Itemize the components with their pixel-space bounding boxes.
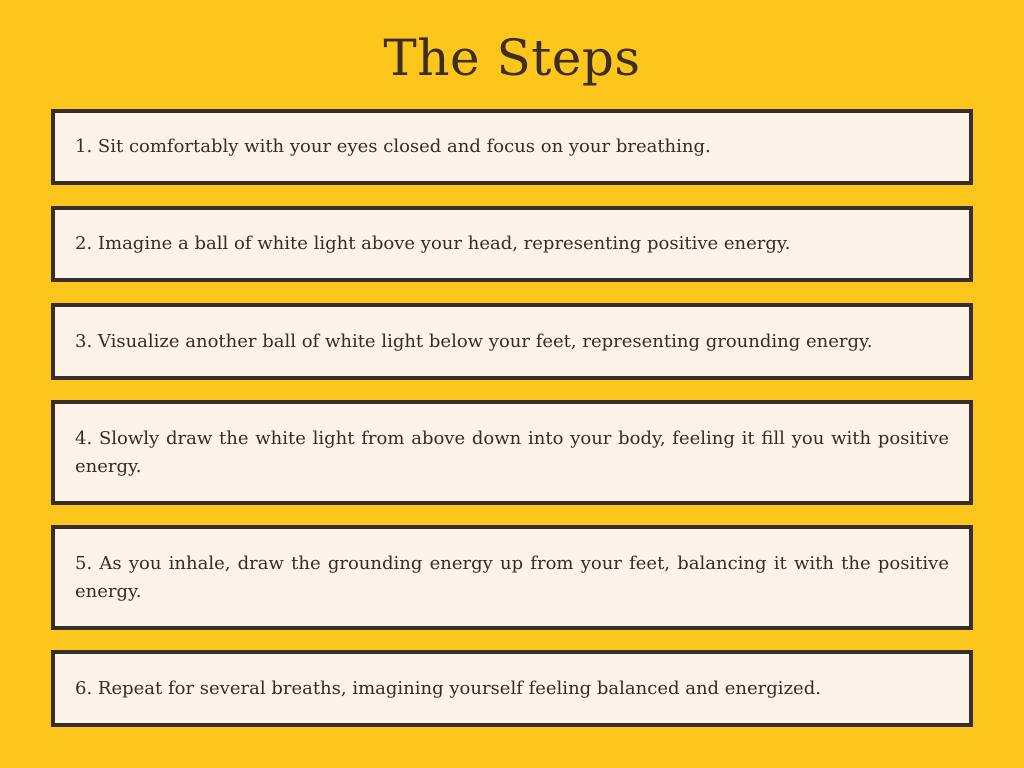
step-text-1: 1. Sit comfortably with your eyes closed and focus on your breathing. [75, 136, 711, 157]
step-card-1 [51, 109, 973, 185]
step-card-4 [51, 400, 973, 505]
step-card-2 [51, 206, 973, 282]
step-card-6 [51, 650, 973, 727]
step-text-3: 3. Visualize another ball of white light below your feet, representing grounding energy. [75, 330, 873, 352]
page-title: The Steps [383, 29, 641, 87]
step-card-5 [51, 525, 973, 630]
step-text-2: 2. Imagine a ball of white light above your head, representing positive energy. [75, 233, 791, 254]
step-text-4: 4. Slowly draw the white light from above down into your body, feeling it fill you with positive energy. [75, 427, 949, 477]
step-text-5: 5. As you inhale, draw the grounding energy up from your feet, balancing it with the positive energy. [75, 552, 949, 602]
step-text-6: 6. Repeat for several breaths, imagining yourself feeling balanced and energized. [75, 677, 821, 699]
step-card-3 [51, 303, 973, 380]
